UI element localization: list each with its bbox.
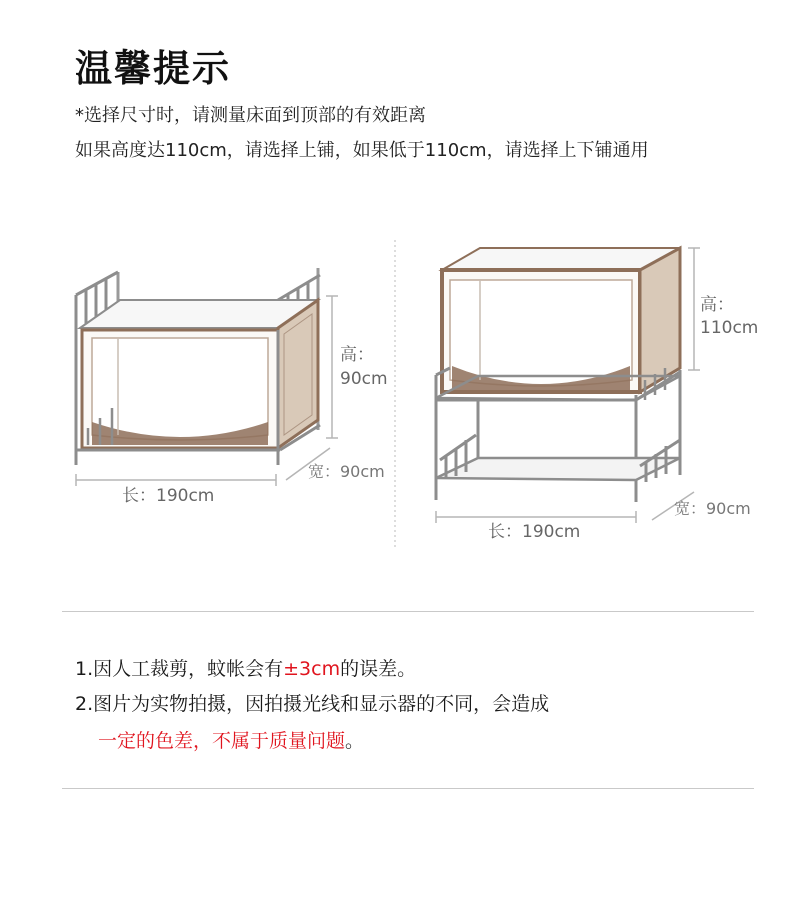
- tip-line-1: *选择尺寸时，请测量床面到顶部的有效距离: [75, 105, 426, 126]
- right-height-label: 高：: [700, 295, 734, 315]
- divider-top: [62, 611, 754, 612]
- left-height-label: 高：: [340, 345, 374, 365]
- left-length-label: 长：190cm: [122, 486, 215, 506]
- right-width-label: 宽：90cm: [674, 499, 751, 518]
- right-height-value: 110cm: [700, 318, 759, 338]
- size-diagram: [0, 230, 790, 560]
- divider-bottom: [62, 788, 754, 789]
- left-bed-illustration: [76, 268, 338, 486]
- page-title: 温馨提示: [75, 47, 231, 90]
- right-bed-illustration: [436, 248, 700, 523]
- left-width-label: 宽：90cm: [308, 462, 385, 481]
- note-1: [75, 654, 416, 681]
- note-3-suffix: 。: [345, 730, 365, 752]
- note-1-text: 1.因人工裁剪，蚊帐会有: [75, 658, 284, 680]
- note-1-suffix: 的误差。: [340, 658, 417, 680]
- tip-line-2: 如果高度达110cm，请选择上铺，如果低于110cm，请选择上下铺通用: [75, 140, 649, 161]
- left-height-value: 90cm: [340, 369, 388, 389]
- note-1-highlight: ±3cm: [283, 658, 341, 680]
- note-2: 2.图片为实物拍摄，因拍摄光线和显示器的不同，会造成: [75, 693, 550, 715]
- bed-illustrations: [0, 230, 790, 560]
- note-3-highlight: 一定的色差，不属于质量问题: [98, 730, 346, 752]
- note-3: [98, 726, 364, 753]
- right-length-label: 长：190cm: [488, 522, 581, 542]
